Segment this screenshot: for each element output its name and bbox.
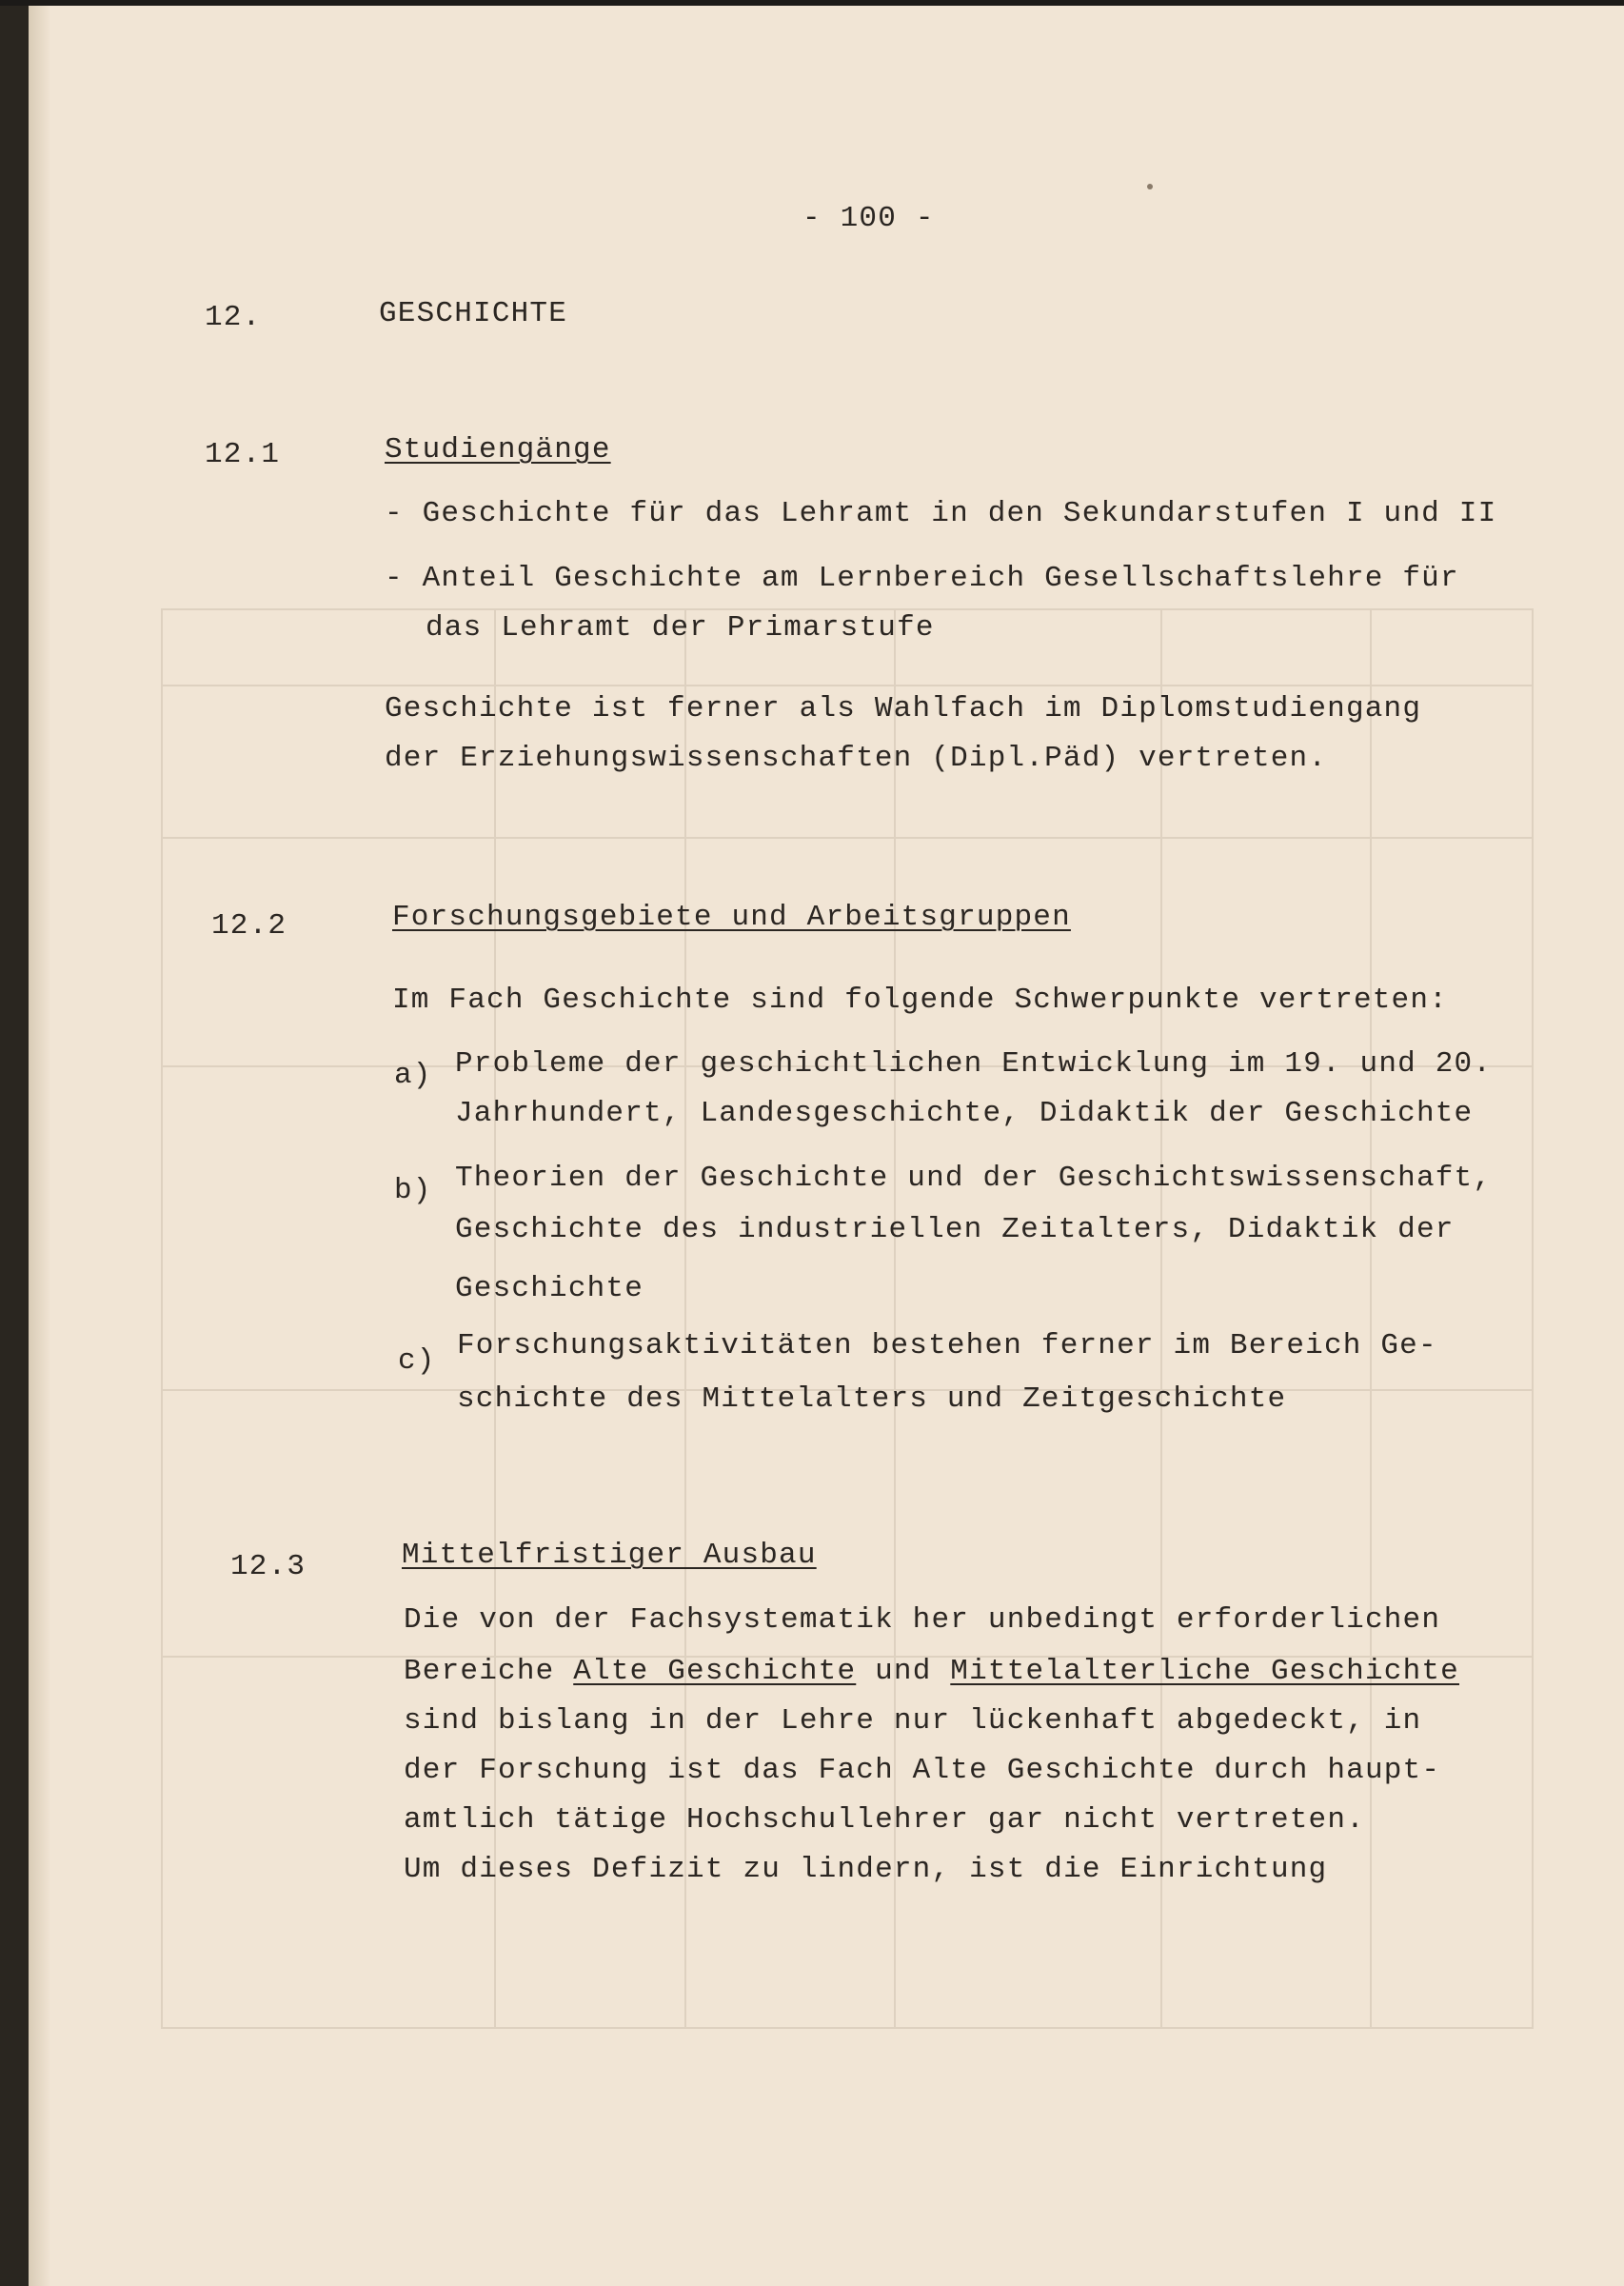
paragraph-line: der Erziehungswissenschaften (Dipl.Päd) vertreten. <box>385 742 1328 775</box>
section-number: 12. <box>205 301 262 334</box>
paragraph-line: Um dieses Defizit zu lindern, ist die Einrichtung <box>404 1853 1328 1886</box>
list-item: Jahrhundert, Landesgeschichte, Didaktik der Geschichte <box>455 1097 1474 1130</box>
subsection-number-12-1: 12.1 <box>205 438 281 471</box>
paragraph-line <box>404 1655 1459 1688</box>
subsection-number-12-3: 12.3 <box>230 1550 307 1583</box>
subsection-heading-forschungsgebiete: Forschungsgebiete und Arbeitsgruppen <box>392 901 1071 934</box>
page-binding-edge <box>29 6 50 2286</box>
list-item: Geschichte des industriellen Zeitalters, Didaktik der <box>455 1213 1455 1246</box>
list-label: a) <box>394 1059 432 1092</box>
subsection-number-12-2: 12.2 <box>211 909 287 943</box>
section-title: GESCHICHTE <box>379 297 568 330</box>
page-number: - 100 - <box>802 202 935 235</box>
list-item: Geschichte <box>455 1272 644 1305</box>
text-fragment: und <box>856 1655 951 1688</box>
paragraph-line: der Forschung ist das Fach Alte Geschichte durch haupt- <box>404 1754 1441 1787</box>
list-item: Probleme der geschichtlichen Entwicklung im 19. und 20. <box>455 1047 1493 1081</box>
underlined-term: Mittelalterliche Geschichte <box>950 1655 1459 1688</box>
paragraph-line: Geschichte ist ferner als Wahlfach im Diplomstudiengang <box>385 692 1422 726</box>
subsection-heading-studiengaenge: Studiengänge <box>385 433 611 467</box>
list-item: schichte des Mittelalters und Zeitgeschichte <box>457 1382 1287 1416</box>
paragraph-line: amtlich tätige Hochschullehrer gar nicht vertreten. <box>404 1803 1365 1837</box>
paragraph-line: sind bislang in der Lehre nur lückenhaft abgedeckt, in <box>404 1704 1422 1738</box>
list-item: - Geschichte für das Lehramt in den Sekundarstufen I und II <box>385 497 1497 530</box>
ink-speck <box>1147 184 1153 189</box>
paragraph-line: Im Fach Geschichte sind folgende Schwerpunkte vertreten: <box>392 984 1448 1017</box>
list-item-continuation: das Lehramt der Primarstufe <box>426 611 935 645</box>
paragraph-line: Die von der Fachsystematik her unbedingt erforderlichen <box>404 1603 1441 1637</box>
text-fragment: Bereiche <box>404 1655 574 1688</box>
list-label: c) <box>398 1344 436 1378</box>
subsection-heading-ausbau: Mittelfristiger Ausbau <box>402 1539 817 1572</box>
list-label: b) <box>394 1174 432 1207</box>
list-item: Forschungsaktivitäten bestehen ferner im Bereich Ge- <box>457 1329 1437 1362</box>
list-item: Theorien der Geschichte und der Geschichtswissenschaft, <box>455 1162 1493 1195</box>
underlined-term: Alte Geschichte <box>573 1655 857 1688</box>
list-item: - Anteil Geschichte am Lernbereich Gesellschaftslehre für <box>385 562 1459 595</box>
